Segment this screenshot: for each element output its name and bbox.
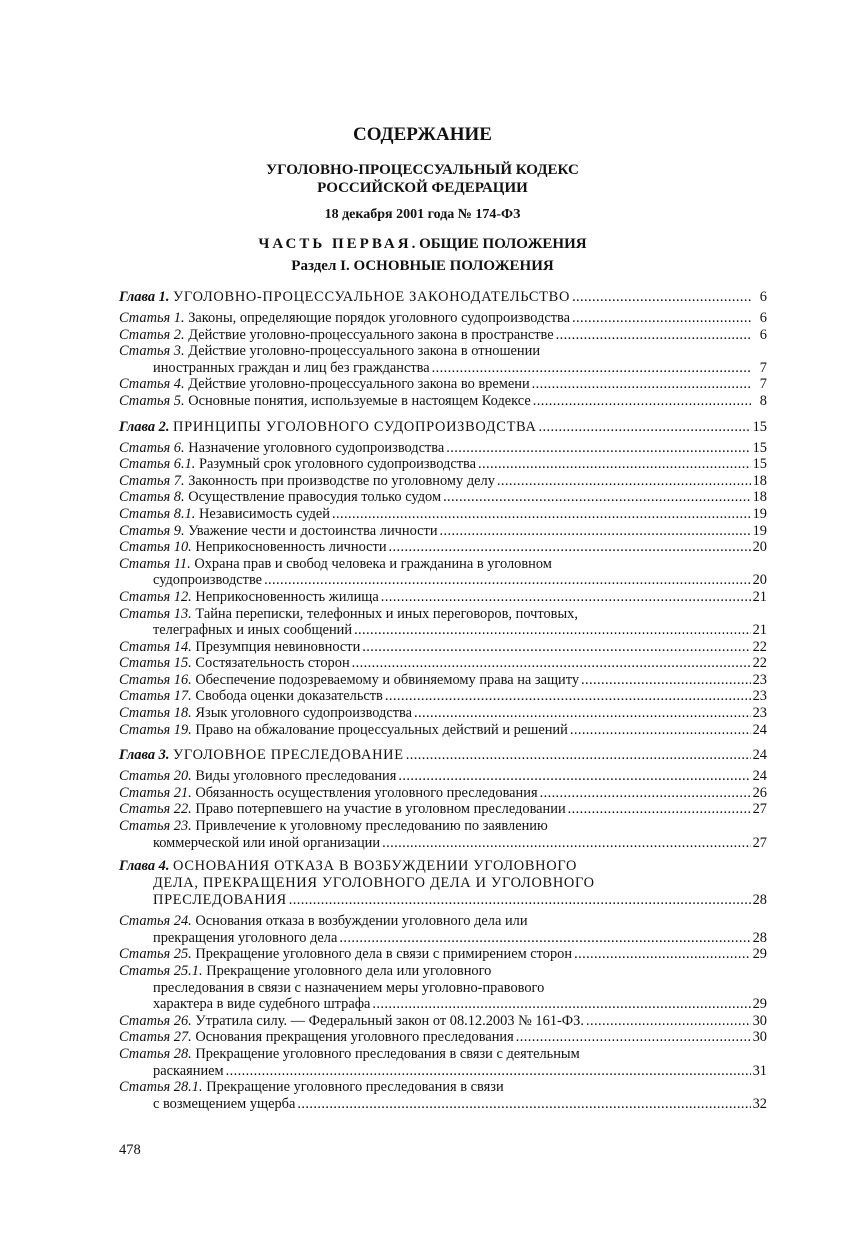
article-label: Статья 15.: [119, 655, 192, 672]
article-label: Статья 6.: [119, 439, 185, 456]
article-label: Статья 25.1.: [119, 963, 203, 979]
page-ref: 29: [752, 996, 767, 1013]
part-title-rest: . ОБЩИЕ ПОЛОЖЕНИЯ: [411, 236, 587, 252]
chapter-label: Глава 2.: [119, 418, 170, 435]
page-ref: 24: [752, 747, 767, 764]
toc-article-5[interactable]: [119, 393, 767, 410]
article-label: Статья 21.: [119, 784, 192, 801]
article-title: Обязанность осуществления уголовного преследования: [195, 784, 538, 801]
article-title: Осуществление правосудия только судом: [188, 489, 442, 506]
article-label: Статья 25.: [119, 946, 192, 963]
toc-article-22[interactable]: [119, 801, 767, 818]
page-ref: 19: [752, 522, 767, 539]
toc-article-25[interactable]: [119, 946, 767, 963]
toc-article-24[interactable]: [119, 913, 767, 946]
section-title: Раздел I. ОСНОВНЫЕ ПОЛОЖЕНИЯ: [291, 258, 554, 274]
page-ref: 23: [752, 705, 767, 722]
article-label: Статья 9.: [119, 522, 185, 539]
page-ref: 23: [752, 688, 767, 705]
toc-article-2[interactable]: [119, 327, 767, 344]
article-title: Действие уголовно-процессуального закона в отношении: [188, 343, 541, 360]
page-ref: 26: [752, 784, 767, 801]
article-title-cont: прекращения уголовного дела: [153, 929, 338, 946]
toc-article-12[interactable]: [119, 589, 767, 606]
toc-article-23[interactable]: [119, 818, 767, 851]
article-label: Статья 28.: [119, 1045, 192, 1062]
article-title: Основания отказа в возбуждении уголовного дела или: [195, 913, 528, 930]
chapter-label: Глава 4.: [119, 858, 170, 875]
article-title: Свобода оценки доказательств: [195, 688, 383, 705]
chapter-title-cont: ДЕЛА, ПРЕКРАЩЕНИЯ УГОЛОВНОГО ДЕЛА И УГОЛОВНОГО: [153, 875, 595, 892]
toc-chapter-3[interactable]: [119, 747, 767, 764]
toc-article-6[interactable]: [119, 440, 767, 457]
toc-article-16[interactable]: [119, 672, 767, 689]
article-title: Обеспечение подозреваемому и обвиняемому права на защиту: [195, 671, 580, 688]
article-label: Статья 28.1.: [119, 1079, 203, 1096]
article-title: Охрана прав и свобод человека и гражданина в уголовном: [194, 555, 552, 572]
page-ref: 6: [759, 326, 767, 343]
page-ref: 7: [759, 376, 767, 393]
toc-article-10[interactable]: [119, 539, 767, 556]
toc-article-18[interactable]: [119, 705, 767, 722]
article-title: Прекращение уголовного преследования в связи: [206, 1079, 504, 1096]
page-ref: 29: [752, 946, 767, 963]
page-number: 478: [119, 1142, 141, 1158]
article-label: Статья 2.: [119, 326, 185, 343]
article-title: Тайна переписки, телефонных и иных переговоров, почтовых,: [195, 605, 578, 622]
toc-article-27[interactable]: [119, 1029, 767, 1046]
page-ref: 20: [752, 572, 767, 589]
page-title: СОДЕРЖАНИЕ: [353, 124, 492, 145]
article-title: Прекращение уголовного преследования в связи с деятельным: [195, 1045, 580, 1062]
page-ref: 21: [752, 588, 767, 605]
toc-article-3[interactable]: [119, 343, 767, 376]
page-ref: 6: [759, 289, 767, 305]
chapter-title: УГОЛОВНОЕ ПРЕСЛЕДОВАНИЕ: [173, 747, 404, 764]
chapter-label: Глава 3.: [119, 747, 170, 764]
article-title-cont: судопроизводстве: [153, 572, 263, 589]
toc-article-15[interactable]: [119, 655, 767, 672]
article-label: Статья 8.1.: [119, 505, 196, 522]
article-title: Право на обжалование процессуальных действий и решений: [195, 721, 568, 738]
page-ref: 8: [759, 392, 767, 409]
article-title-cont: с возмещением ущерба: [153, 1095, 296, 1112]
article-title: Действие уголовно-процессуального закона в пространстве: [188, 326, 554, 343]
article-title: Основные понятия, используемые в настоящем Кодексе: [188, 392, 531, 409]
article-title-cont: иностранных граждан и лиц без гражданства: [153, 359, 430, 376]
page-ref: 15: [752, 456, 767, 473]
article-label: Статья 16.: [119, 671, 192, 688]
toc-article-8[interactable]: [119, 489, 767, 506]
toc-article-28[interactable]: [119, 1046, 767, 1079]
article-label: Статья 8.: [119, 489, 185, 506]
toc-article-6-1[interactable]: [119, 456, 767, 473]
article-title-cont: телеграфных и иных сообщений: [153, 622, 353, 639]
toc-article-4[interactable]: [119, 376, 767, 393]
chapter-title: УГОЛОВНО-ПРОЦЕССУАЛЬНОЕ ЗАКОНОДАТЕЛЬСТВО: [173, 289, 571, 305]
article-label: Статья 6.1.: [119, 456, 196, 473]
chapter-title: ОСНОВАНИЯ ОТКАЗА В ВОЗБУЖДЕНИИ УГОЛОВНОГО: [173, 858, 578, 875]
article-label: Статья 12.: [119, 588, 192, 605]
page-ref: 23: [752, 671, 767, 688]
page-ref: 18: [752, 472, 767, 489]
article-label: Статья 3.: [119, 343, 185, 360]
chapter-title: ПРИНЦИПЫ УГОЛОВНОГО СУДОПРОИЗВОДСТВА: [173, 418, 537, 435]
article-title: Разумный срок уголовного судопроизводства: [199, 456, 477, 473]
page-ref: 7: [759, 359, 767, 376]
article-label: Статья 7.: [119, 472, 185, 489]
article-title: Презумпция невиновности: [195, 638, 361, 655]
table-of-contents: [119, 286, 767, 1112]
article-label: Статья 22.: [119, 801, 192, 818]
article-title: Законы, определяющие порядок уголовного судопроизводства: [188, 310, 571, 326]
article-label: Статья 5.: [119, 392, 185, 409]
article-title: Прекращение уголовного дела или уголовного: [206, 963, 492, 979]
article-title: Виды уголовного преследования: [195, 768, 397, 785]
article-title: Утратила силу. — Федеральный закон от 08.12.2003 № 161-ФЗ.: [195, 1012, 584, 1029]
page-ref: 27: [752, 801, 767, 818]
article-title: Право потерпевшего на участие в уголовном преследовании: [195, 801, 566, 818]
page-ref: 22: [752, 638, 767, 655]
part-title-spaced: ЧАСТЬ ПЕРВАЯ: [258, 236, 412, 252]
page-ref: 28: [752, 892, 767, 909]
article-label: Статья 4.: [119, 376, 185, 393]
page-ref: 32: [752, 1095, 767, 1112]
article-title-cont: характера в виде судебного штрафа: [153, 996, 371, 1013]
toc-article-8-1[interactable]: [119, 506, 767, 523]
toc-article-20[interactable]: [119, 768, 767, 785]
toc-article-25-1[interactable]: [119, 963, 767, 1013]
page-ref: 6: [759, 310, 767, 326]
article-label: Статья 19.: [119, 721, 192, 738]
toc-chapter-1[interactable]: [119, 289, 767, 306]
article-title: Состязательность сторон: [195, 655, 350, 672]
part-title: [0, 236, 845, 253]
toc-article-26[interactable]: [119, 1013, 767, 1030]
article-title: Назначение уголовного судопроизводства: [188, 439, 445, 456]
article-title: Неприкосновенность жилища: [195, 588, 379, 605]
page-ref: 30: [752, 1029, 767, 1046]
toc-article-13[interactable]: [119, 606, 767, 639]
page-ref: 22: [752, 655, 767, 672]
toc-article-9[interactable]: [119, 523, 767, 540]
toc-article-21[interactable]: [119, 785, 767, 802]
article-label: Статья 17.: [119, 688, 192, 705]
article-title: Законность при производстве по уголовному делу: [188, 472, 495, 489]
article-title: Уважение чести и достоинства личности: [188, 522, 438, 539]
page-ref: 24: [752, 768, 767, 785]
article-title: Действие уголовно-процессуального закона во времени: [188, 376, 530, 393]
toc-article-14[interactable]: [119, 639, 767, 656]
article-title: Язык уголовного судопроизводства: [195, 705, 413, 722]
chapter-label: Глава 1.: [119, 289, 170, 305]
article-label: Статья 11.: [119, 555, 191, 572]
code-date: 18 декабря 2001 года № 174-ФЗ: [324, 207, 521, 222]
article-label: Статья 13.: [119, 605, 192, 622]
toc-article-1[interactable]: [119, 310, 767, 327]
article-title: Независимость судей: [199, 505, 331, 522]
chapter-title-cont: ПРЕСЛЕДОВАНИЯ: [153, 892, 287, 909]
page-ref: 30: [752, 1012, 767, 1029]
article-title: Прекращение уголовного дела в связи с примирением сторон: [195, 946, 573, 963]
article-label: Статья 24.: [119, 913, 192, 930]
article-title: Привлечение к уголовному преследованию по заявлению: [195, 818, 548, 835]
toc-article-7[interactable]: [119, 473, 767, 490]
page-ref: 15: [752, 418, 767, 435]
toc-chapter-2[interactable]: [119, 419, 767, 436]
article-label: Статья 14.: [119, 638, 192, 655]
toc-article-17[interactable]: [119, 688, 767, 705]
page-ref: 21: [752, 622, 767, 639]
toc-article-11[interactable]: [119, 556, 767, 589]
toc-chapter-4[interactable]: [119, 858, 767, 909]
toc-article-28-1[interactable]: [119, 1079, 767, 1112]
article-label: Статья 1.: [119, 310, 185, 326]
article-label: Статья 27.: [119, 1029, 192, 1046]
page-ref: 24: [752, 721, 767, 738]
toc-article-19[interactable]: [119, 722, 767, 739]
article-label: Статья 20.: [119, 768, 192, 785]
page-ref: 28: [752, 929, 767, 946]
code-title-line-2: РОССИЙСКОЙ ФЕДЕРАЦИИ: [317, 180, 528, 196]
page-ref: 27: [752, 834, 767, 851]
article-title-cont: раскаянием: [153, 1062, 224, 1079]
article-title-cont: преследования в связи с назначением меры уголовно-правового: [153, 979, 545, 996]
article-label: Статья 26.: [119, 1012, 192, 1029]
page-ref: 15: [752, 439, 767, 456]
article-label: Статья 10.: [119, 539, 192, 556]
article-title: Неприкосновенность личности: [195, 539, 387, 556]
page-ref: 31: [752, 1062, 767, 1079]
page-ref: 19: [752, 505, 767, 522]
page-ref: 20: [752, 539, 767, 556]
article-title-cont: коммерческой или иной организации: [153, 834, 381, 851]
article-title: Основания прекращения уголовного преследования: [195, 1029, 514, 1046]
article-label: Статья 18.: [119, 705, 192, 722]
page-ref: 18: [752, 489, 767, 506]
article-label: Статья 23.: [119, 818, 192, 835]
code-title-line-1: УГОЛОВНО-ПРОЦЕССУАЛЬНЫЙ КОДЕКС: [266, 162, 579, 178]
